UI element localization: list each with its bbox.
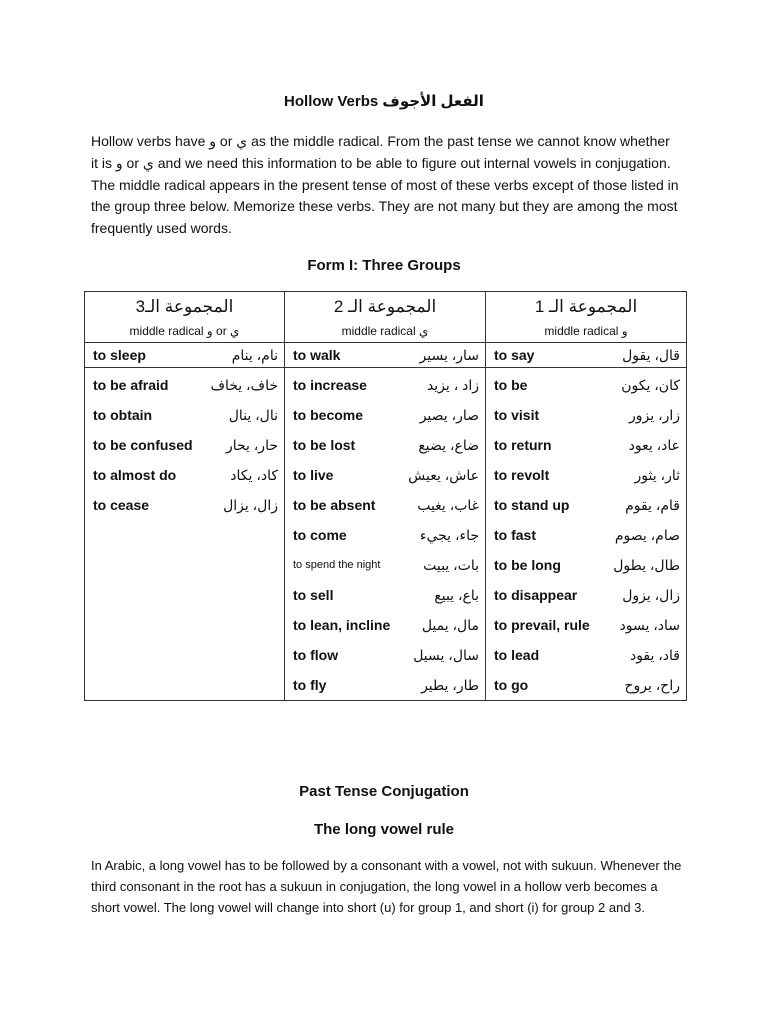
verb-english: to fast bbox=[494, 527, 536, 543]
first-verb-row bbox=[85, 343, 687, 368]
group2-header-radical: middle radical ي bbox=[341, 324, 429, 338]
verb-english: to go bbox=[494, 677, 529, 693]
verb-english: to be long bbox=[494, 557, 561, 573]
verb-entry bbox=[285, 343, 485, 367]
verb-english: to say bbox=[494, 347, 535, 363]
rule-line: third consonant in the root has a sukuun in conjugation, the long vowel in a hollow verb becomes a bbox=[91, 879, 658, 894]
verb-english: to be bbox=[494, 377, 528, 393]
group2-header-arabic: المجموعة الـ 2 bbox=[333, 297, 437, 316]
verb-arabic: خاف، يخاف bbox=[210, 376, 278, 393]
group2-list bbox=[285, 368, 486, 701]
past-tense-title: Past Tense Conjugation bbox=[299, 783, 469, 800]
verb-arabic: جاء، يجيء bbox=[419, 526, 479, 543]
group1-list bbox=[486, 368, 687, 701]
verb-english: to be confused bbox=[93, 437, 193, 453]
verb-entry bbox=[85, 343, 284, 367]
verb-arabic: بات، يبيت bbox=[423, 556, 479, 573]
verb-english: to return bbox=[494, 437, 552, 453]
verb-english: to be absent bbox=[293, 497, 376, 513]
verb-english: to stand up bbox=[494, 497, 570, 513]
group3-verb-list bbox=[85, 368, 284, 520]
verb-arabic: زاد ، يزيد bbox=[426, 376, 479, 393]
group1-header-radical: middle radical و bbox=[544, 324, 628, 338]
verb-english: to live bbox=[293, 467, 334, 483]
verb-entry bbox=[486, 400, 686, 430]
verb-english: to spend the night bbox=[293, 559, 381, 571]
verb-arabic: نام، ينام bbox=[231, 346, 278, 363]
verb-english: to sleep bbox=[93, 347, 146, 363]
verb-entry bbox=[486, 370, 686, 400]
verb-english: to be lost bbox=[293, 437, 356, 453]
verb-entry bbox=[285, 580, 485, 610]
verb-english: to be afraid bbox=[93, 377, 169, 393]
verb-english: to become bbox=[293, 407, 364, 423]
verb-arabic: صام، يصوم bbox=[614, 526, 680, 543]
verb-entry bbox=[85, 490, 284, 520]
verb-entry bbox=[85, 400, 284, 430]
verb-entry bbox=[285, 460, 485, 490]
verb-arabic: قاد، يقود bbox=[629, 646, 680, 663]
verb-entry bbox=[285, 640, 485, 670]
title-arabic: الفعل الأجوف bbox=[382, 93, 484, 110]
verb-arabic: زال، يزال bbox=[223, 496, 278, 513]
intro-line: The middle radical appears in the present tense of most of these verbs except of those listed in bbox=[91, 176, 679, 193]
verb-arabic: قال، يقول bbox=[622, 346, 680, 363]
intro-paragraph bbox=[91, 131, 691, 240]
verb-entry bbox=[486, 640, 686, 670]
group3-header-arabic: المجموعة الـ3 bbox=[135, 297, 234, 316]
rule-line: short vowel. The long vowel will change into short (u) for group 1, and short (i) for group 2 and 3. bbox=[91, 900, 645, 915]
verb-entry bbox=[285, 550, 485, 580]
verb-english: to prevail, rule bbox=[494, 617, 590, 633]
group3-first-cell bbox=[85, 343, 285, 368]
verb-arabic: صار، يصير bbox=[419, 406, 479, 423]
verb-english: to obtain bbox=[93, 407, 153, 423]
verb-english: to sell bbox=[293, 587, 334, 603]
verb-entry bbox=[486, 520, 686, 550]
verb-arabic: عاد، يعود bbox=[628, 436, 680, 453]
verb-entry bbox=[486, 343, 686, 367]
verb-arabic: سال، يسيل bbox=[413, 646, 479, 663]
verb-arabic: باع، يبيع bbox=[434, 586, 479, 603]
verb-entry bbox=[285, 520, 485, 550]
verb-entry bbox=[285, 400, 485, 430]
verb-entry bbox=[486, 550, 686, 580]
intro-line: the group three below. Memorize these verbs. They are not many but they are among the most bbox=[91, 198, 678, 215]
verb-entry bbox=[285, 610, 485, 640]
page-title bbox=[0, 92, 768, 110]
group2-header bbox=[285, 292, 486, 343]
verb-arabic: طار، يطير bbox=[421, 676, 479, 693]
verb-entry bbox=[285, 430, 485, 460]
verb-entry bbox=[85, 460, 284, 490]
group2-first-cell bbox=[285, 343, 486, 368]
verb-english: to cease bbox=[93, 497, 150, 513]
verb-entry bbox=[85, 430, 284, 460]
group1-verb-list bbox=[486, 368, 686, 700]
group1-first-cell bbox=[486, 343, 687, 368]
verb-english: to increase bbox=[293, 377, 367, 393]
group3-list bbox=[85, 368, 285, 701]
verb-english: to disappear bbox=[494, 587, 578, 603]
title-english: Hollow Verbs bbox=[284, 93, 379, 110]
group1-header-arabic: المجموعة الـ 1 bbox=[534, 297, 638, 316]
verb-entry bbox=[285, 370, 485, 400]
verb-list-row bbox=[85, 368, 687, 701]
form-title: Form I: Three Groups bbox=[307, 257, 461, 274]
intro-line: frequently used words. bbox=[91, 220, 232, 237]
rule-paragraph bbox=[91, 855, 691, 918]
group3-header-radical: middle radical و or ي bbox=[129, 324, 240, 338]
verb-english: to come bbox=[293, 527, 347, 543]
verb-entry bbox=[486, 580, 686, 610]
verb-arabic: زال، يزول bbox=[622, 586, 680, 603]
verb-entry bbox=[486, 430, 686, 460]
intro-line: Hollow verbs have و or ي as the middle radical. From the past tense we cannot know whether bbox=[91, 133, 670, 149]
verb-english: to lead bbox=[494, 647, 540, 663]
verb-english: to almost do bbox=[93, 467, 177, 483]
group2-verb-list bbox=[285, 368, 485, 700]
verb-entry bbox=[486, 610, 686, 640]
verb-arabic: كان، يكون bbox=[621, 376, 680, 393]
verb-entry bbox=[285, 490, 485, 520]
verb-entry bbox=[285, 670, 485, 700]
verb-english: to revolt bbox=[494, 467, 550, 483]
verb-english: to visit bbox=[494, 407, 540, 423]
verb-arabic: سار، يسير bbox=[419, 346, 479, 363]
rule-line: In Arabic, a long vowel has to be followed by a consonant with a vowel, not with sukuun. Whenever the bbox=[91, 858, 682, 873]
verb-arabic: ثار، يثور bbox=[634, 466, 680, 483]
verb-english: to fly bbox=[293, 677, 327, 693]
verb-arabic: طال، يطول bbox=[613, 556, 680, 573]
verb-entry bbox=[486, 490, 686, 520]
verb-arabic: ضاع، يضيع bbox=[418, 436, 479, 453]
group3-header bbox=[85, 292, 285, 343]
verb-arabic: غاب، يغيب bbox=[417, 496, 479, 513]
verb-english: to flow bbox=[293, 647, 339, 663]
verb-english: to lean, incline bbox=[293, 617, 391, 633]
long-vowel-rule-title: The long vowel rule bbox=[313, 821, 455, 838]
verb-arabic: عاش، يعيش bbox=[408, 466, 479, 483]
verb-arabic: راح، يروح bbox=[624, 676, 680, 693]
verb-english: to walk bbox=[293, 347, 341, 363]
verb-arabic: كاد، يكاد bbox=[230, 466, 278, 483]
group1-header bbox=[486, 292, 687, 343]
verb-arabic: حار، يحار bbox=[225, 436, 278, 453]
verb-groups-table bbox=[84, 291, 687, 701]
verb-arabic: زار، يزور bbox=[629, 406, 680, 423]
verb-entry bbox=[486, 460, 686, 490]
verb-entry bbox=[85, 370, 284, 400]
verb-arabic: مال، يميل bbox=[421, 616, 479, 633]
verb-entry bbox=[486, 670, 686, 700]
verb-arabic: ساد، يسود bbox=[619, 616, 680, 633]
verb-arabic: قام، يقوم bbox=[625, 496, 680, 513]
verb-arabic: نال، ينال bbox=[228, 406, 278, 423]
intro-line: it is و or ي and we need this information to be able to figure out internal vowels in conjugation. bbox=[91, 154, 671, 171]
header-row bbox=[85, 292, 687, 343]
